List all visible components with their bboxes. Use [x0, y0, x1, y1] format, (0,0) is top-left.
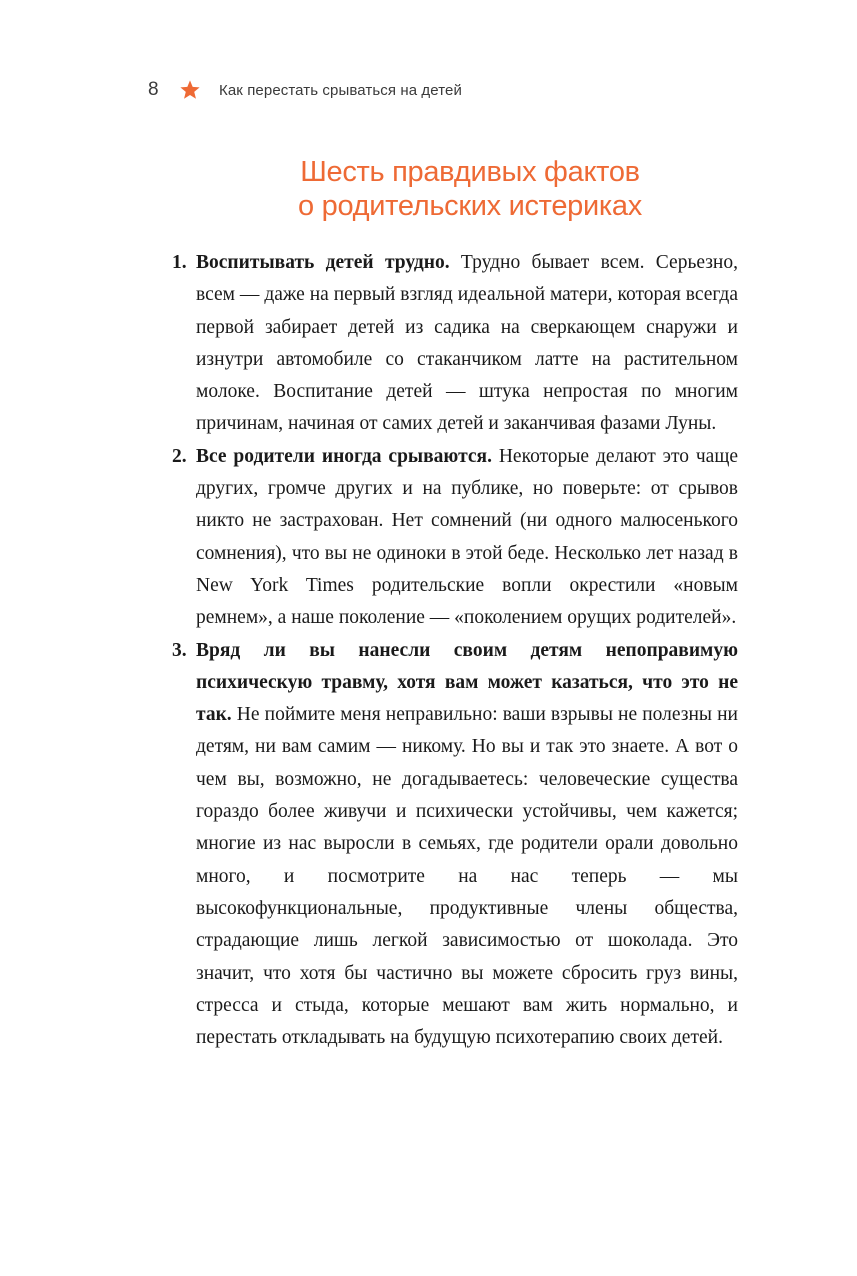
- fact-text: Не поймите меня неправильно: ваши взрывы не полезны ни детям, ни вам самим — никому. Но вы и так это знаете. А вот о чем вы, возможно, не догадываетесь: человеческие существа гораздо более живучи и психически устойчивы, чем кажется; многие из нас выросли в семьях, где родители орали довольно много, и посмотрите на нас теперь — мы высокофункциональные, продуктивные члены общества, страдающие лишь легкой зависимостью от шоколада. Это значит, что хотя бы частично вы можете сбросить груз вины, стресса и стыда, которые мешают вам жить нормально, и перестать откладывать на будущую психотерапию своих детей.: [196, 704, 738, 1049]
- fact-text: Некоторые делают это чаще других, громче других и на публике, но поверьте: от срывов никто не застрахован. Нет сомнений (ни одного малюсенького сомнения), что вы не одиноки в этой беде. Несколько лет назад в New York Times родительские вопли окрестили «новым ремнем», а наше поколение — «поколением орущих родителей».: [196, 445, 738, 629]
- star-icon: [179, 79, 201, 101]
- fact-lead: Все родители иногда срываются.: [196, 445, 492, 467]
- fact-item-2: [172, 441, 738, 635]
- fact-item-1: [172, 247, 738, 441]
- section-title-line-2: о родительских истериках: [298, 190, 642, 222]
- fact-text: Трудно бывает всем. Серьезно, всем — даже на первый взгляд идеальной матери, которая всегда первой забирает детей из садика на сверкающем снаружи и изнутри автомобиле со стаканчиком латте на растительном молоке. Воспитание детей — штука непростая по многим причинам, начиная от самих детей и заканчивая фазами Луны.: [196, 252, 738, 435]
- running-head: [148, 77, 462, 103]
- section-title-line-1: Шесть правдивых фактов: [300, 156, 640, 188]
- fact-list: [172, 247, 738, 1054]
- fact-lead: Воспитывать детей трудно.: [196, 252, 450, 273]
- section-title: [160, 155, 780, 223]
- fact-number: 2.: [172, 445, 187, 467]
- fact-item-3: [172, 635, 738, 1055]
- fact-number: 1.: [172, 252, 187, 273]
- page-number: 8: [148, 79, 159, 100]
- fact-number: 3.: [172, 639, 187, 661]
- running-title: Как перестать срываться на детей: [219, 81, 462, 99]
- fact-lead: Вряд ли вы нанесли своим детям непоправимую психическую травму, хотя вам может казаться, что это не так.: [196, 639, 738, 726]
